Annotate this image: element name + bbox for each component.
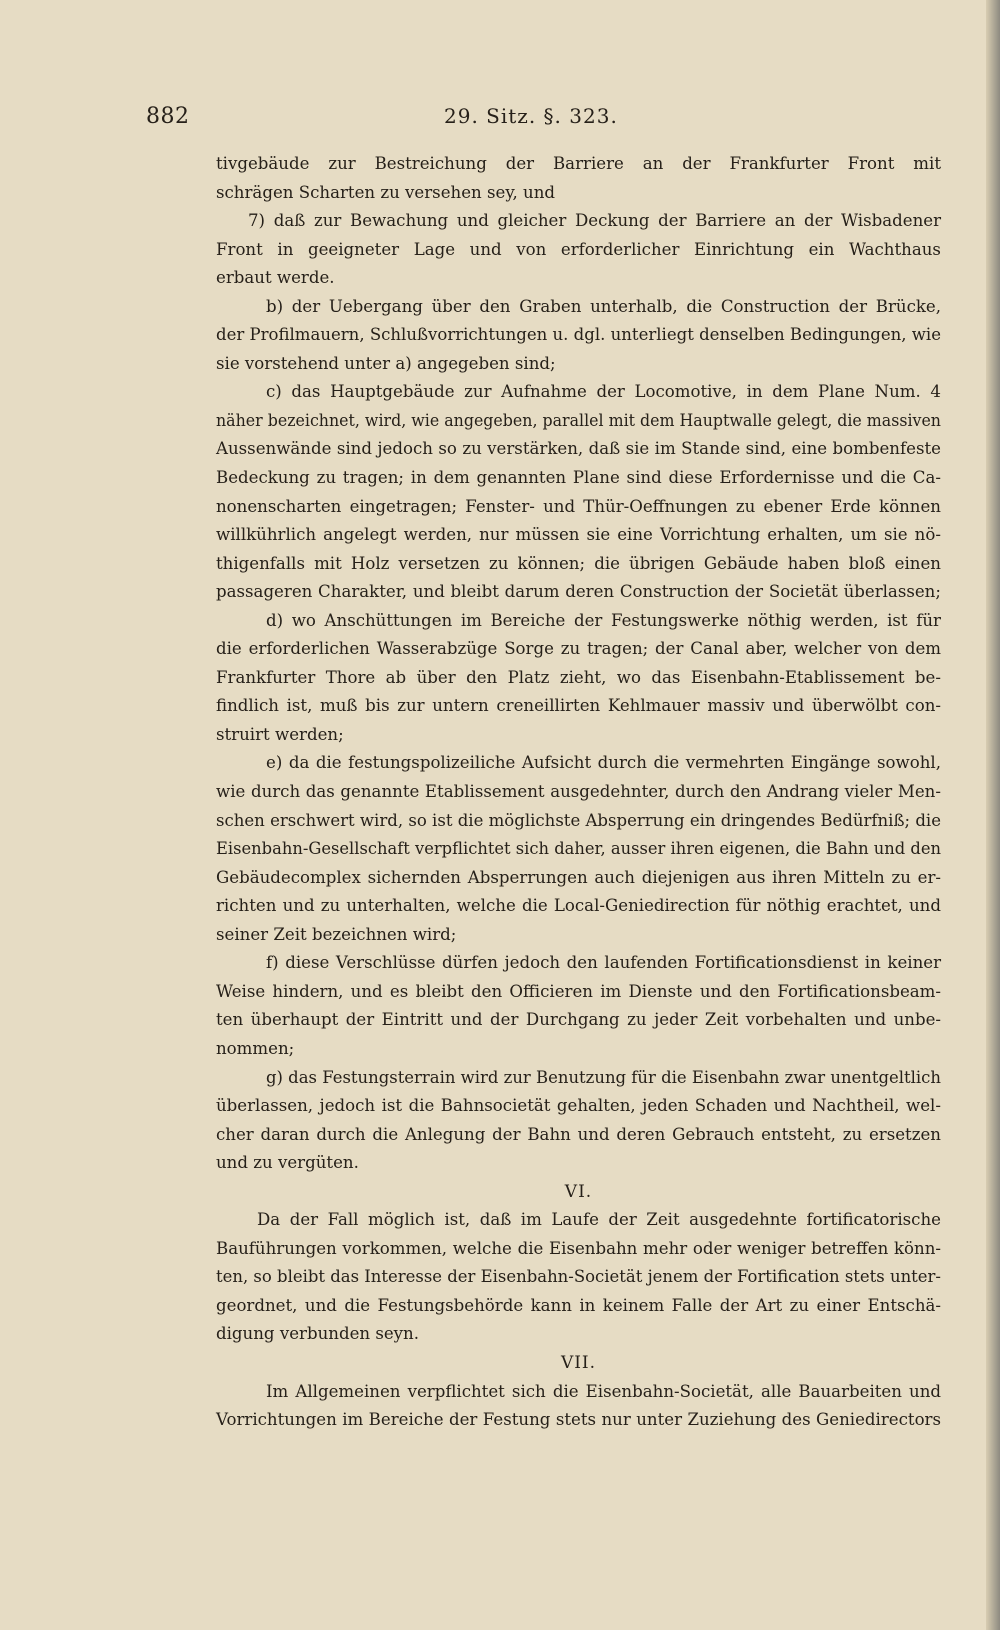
text-line: passageren Charakter, und bleibt darum deren Construction der Societät überlassen; [216,582,941,602]
section-heading: VI. [564,1181,593,1202]
text-line: nonenscharten eingetragen; Fenster- und Thür-Oeffnungen zu ebener Erde können [216,496,941,516]
text-line: überlassen, jedoch ist die Bahnsocietät gehalten, jeden Schaden und Nachtheil, wel- [216,1096,941,1116]
text-line: willkührlich angelegt werden, nur müssen sie eine Vorrichtung erhalten, um sie nö- [216,525,941,545]
text-line: richten und zu unterhalten, welche die Local-Geniedirection für nöthig erachtet, und [216,896,941,916]
text-line: d) wo Anschüttungen im Bereiche der Festungswerke nöthig werden, ist für [266,610,941,630]
text-line: nommen; [216,1038,295,1058]
text-line: Da der Fall möglich ist, daß im Laufe der Zeit ausgedehnte fortificatorische [257,1210,941,1230]
text-line: Frankfurter Thore ab über den Platz zieht, wo das Eisenbahn-Etablissement be- [216,667,941,687]
text-line: Weise hindern, und es bleibt den Officieren im Dienste und den Fortificationsbeam- [216,981,942,1001]
text-line: thigenfalls mit Holz versetzen zu können; die übrigen Gebäude haben bloß einen [216,553,941,573]
text-line: e) da die festungspolizeiliche Aufsicht durch die vermehrten Eingänge sowohl, [266,753,941,773]
text-line: Eisenbahn-Gesellschaft verpflichtet sich daher, ausser ihren eigenen, die Bahn und den [216,839,942,859]
running-head: 29. Sitz. §. 323. [444,104,618,128]
text-line: digung verbunden seyn. [216,1324,420,1344]
text-line: erbaut werde. [216,268,335,288]
page-number: 882 [146,104,190,129]
section-heading: VII. [560,1352,597,1373]
text-line: Bedeckung zu tragen; in dem genannten Plane sind diese Erfordernisse und die Ca- [216,468,941,488]
text-line: der Profilmauern, Schlußvorrichtungen u. dgl. unterliegt denselben Bedingungen, wie [216,325,942,345]
page-edge-shadow [986,0,1000,1630]
text-line: f) diese Verschlüsse dürfen jedoch den laufenden Fortificationsdienst in keiner [266,953,942,973]
text-line: Gebäudecomplex sichernden Absperrungen auch diejenigen aus ihren Mitteln zu er- [216,867,942,887]
text-line: ten, so bleibt das Interesse der Eisenbahn-Societät jenem der Fortification stets unter- [216,1267,941,1287]
text-line: und zu vergüten. [216,1153,359,1173]
text-line: cher daran durch die Anlegung der Bahn und deren Gebrauch entsteht, zu ersetzen [216,1124,941,1144]
body-text [216,150,941,1435]
text-line: Front in geeigneter Lage und von erforderlicher Einrichtung ein Wachthaus [216,239,941,259]
text-line: tivgebäude zur Bestreichung der Barriere an der Frankfurter Front mit [216,154,942,173]
text-line: findlich ist, muß bis zur untern creneillirten Kehlmauer massiv und überwölbt con- [216,696,942,716]
text-line: struirt werden; [216,724,344,744]
text-line: die erforderlichen Wasserabzüge Sorge zu tragen; der Canal aber, welcher von dem [216,639,942,659]
page-header [146,104,930,136]
text-line: näher bezeichnet, wird, wie angegeben, parallel mit dem Hauptwalle gelegt, die massiven [216,410,941,430]
text-line: ten überhaupt der Eintritt und der Durchgang zu jeder Zeit vorbehalten und unbe- [216,1010,941,1030]
text-line: sie vorstehend unter a) angegeben sind; [216,353,556,373]
text-line: Aussenwände sind jedoch so zu verstärken, daß sie im Stande sind, eine bombenfeste [216,439,941,459]
text-line: c) das Hauptgebäude zur Aufnahme der Locomotive, in dem Plane Num. 4 [266,382,941,402]
text-line: seiner Zeit bezeichnen wird; [216,924,457,944]
text-line: g) das Festungsterrain wird zur Benutzung für die Eisenbahn zwar unentgeltlich [266,1067,941,1087]
text-line: geordnet, und die Festungsbehörde kann in keinem Falle der Art zu einer Entschä- [216,1295,942,1315]
text-line: schen erschwert wird, so ist die möglichste Absperrung ein dringendes Bedürfniß; die [216,810,942,830]
text-line: Im Allgemeinen verpflichtet sich die Eisenbahn-Societät, alle Bauarbeiten und [266,1381,942,1401]
text-line: Vorrichtungen im Bereiche der Festung stets nur unter Zuziehung des Geniedirectors [216,1410,942,1430]
text-line: wie durch das genannte Etablissement ausgedehnter, durch den Andrang vieler Men- [216,782,941,802]
text-line: b) der Uebergang über den Graben unterhalb, die Construction der Brücke, [266,296,942,316]
text-line: schrägen Scharten zu versehen sey, und [216,182,556,202]
text-line: 7) daß zur Bewachung und gleicher Deckung der Barriere an der Wisbadener [248,211,942,231]
text-line: Bauführungen vorkommen, welche die Eisenbahn mehr oder weniger betreffen könn- [216,1238,941,1258]
